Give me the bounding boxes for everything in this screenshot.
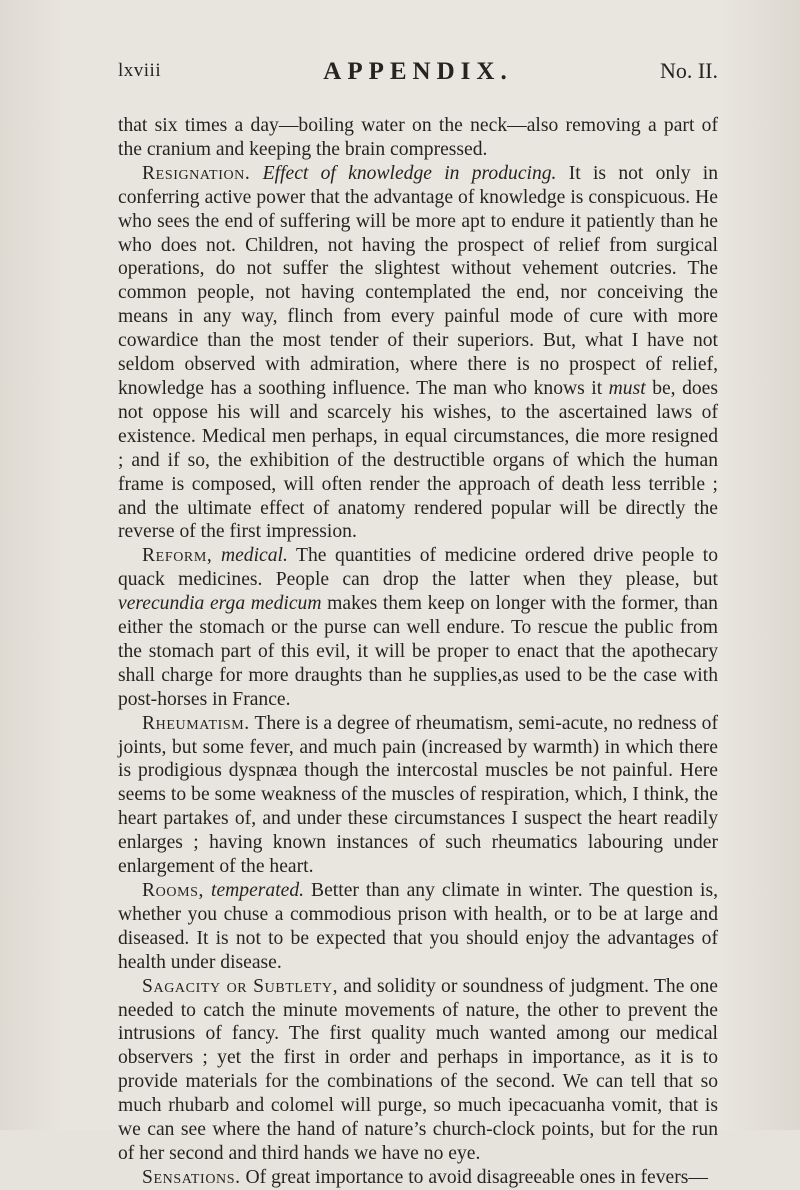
entry-text-after: be, does not oppose his will and scarcely his wishes, to the ascertained laws of existence. Medical men perhaps, in equal circumstances, die more resigned ; and if so, the exhibition of the destructible organs of which the human frame is composed, will often render the approach of death less terrible ; and the ultimate effect of anatomy rendered popular will be directly the reverse of the first impression.: [118, 377, 718, 543]
entry-rooms: [118, 879, 718, 975]
entry-text: Better than any climate in winter. The question is, whether you chuse a commodious prison with health, or to be at large and diseased. It is not to be expected that you should enjoy the advantages of health under disease.: [118, 880, 718, 973]
body-text: [118, 114, 718, 1190]
entry-subterm: Effect of knowledge in producing.: [262, 162, 557, 184]
entry-term: Rheumatism.: [142, 712, 250, 734]
entry-term: Sensations.: [142, 1166, 241, 1188]
entry-sensations: [118, 1166, 718, 1190]
entry-term: Reform,: [142, 545, 213, 567]
entry-reform: [118, 544, 718, 711]
entry-italic: must: [608, 377, 646, 399]
entry-text: The quantities of medicine ordered drive people to quack medicines. People can drop the latter when they please, but: [118, 545, 719, 591]
page-number: lxviii: [118, 60, 162, 81]
entry-text-after: makes them keep on longer with the former, than either the stomach or the purse can well endure. To rescue the public from the stomach part of this evil, it will be proper to enact that the apothecary shall charge for more draughts than he supplies,as used to be the case with post-horses in France.: [118, 593, 718, 710]
entry-italic: verecundia erga medicum: [118, 593, 322, 615]
paragraph-continuation: [118, 114, 718, 162]
entry-term: Rooms,: [142, 880, 205, 901]
entry-text: and solidity or soundness of judgment. The one needed to catch the minute movements of nature, the other to prevent the intrusions of fancy. The first quality much wanted among our medical observers ; yet the first in order and perhaps in importance, as it is to provide materials for the combinations of the second. We can tell that so much rhubarb and colomel will purge, so much ipecacuanha vomit, that is we can see where the hand of nature’s church-clock points, but for the run of her second and third hands we have no eye.: [118, 975, 718, 1164]
entry-rheumatism: [118, 712, 718, 879]
entry-text: It is not only in conferring active power that the advantage of knowledge is conspicuous. He who sees the end of suffering will be more apt to endure it patiently than he who does not. Children, not having the prospect of relief from surgical operations, do not suffer the slightest without vehement outcries. The common people, not having contemplated the end, nor conceiving the means in any way, flinch from every painful mode of cure with more cowardice than the most tender of their superiors. But, what I have not seldom observed with admiration, where there is no prospect of relief, knowledge has a soothing influence. The man who knows it: [118, 162, 719, 399]
entry-term: Sagacity or Subtlety,: [142, 975, 339, 997]
entry-sagacity: [118, 975, 718, 1166]
paragraph-text: that six times a day—boiling water on the neck—also removing a part of the cranium and keeping the brain compressed.: [118, 115, 718, 160]
section-number: No. II.: [659, 58, 718, 83]
entry-resignation: [118, 162, 718, 545]
running-title: APPENDIX.: [323, 58, 513, 85]
entry-text: Of great importance to avoid disagreeable ones in fevers—: [245, 1166, 708, 1188]
entry-text: There is a degree of rheumatism, semi-acute, no redness of joints, but some fever, and much pain (increased by warmth) in which there is prodigious dyspnæa though the intercostal muscles be not painful. Here seems to be some weakness of the muscles of respiration, which, I think, the heart partakes of, and under these circumstances I suspect the heart readily enlarges ; having known instances of such rheumatics labouring under enlargement of the heart.: [118, 712, 718, 878]
running-header: [118, 58, 718, 90]
entry-term: Resignation.: [142, 162, 251, 184]
entry-subterm: medical.: [220, 545, 288, 567]
entry-subterm: temperated.: [211, 880, 305, 901]
